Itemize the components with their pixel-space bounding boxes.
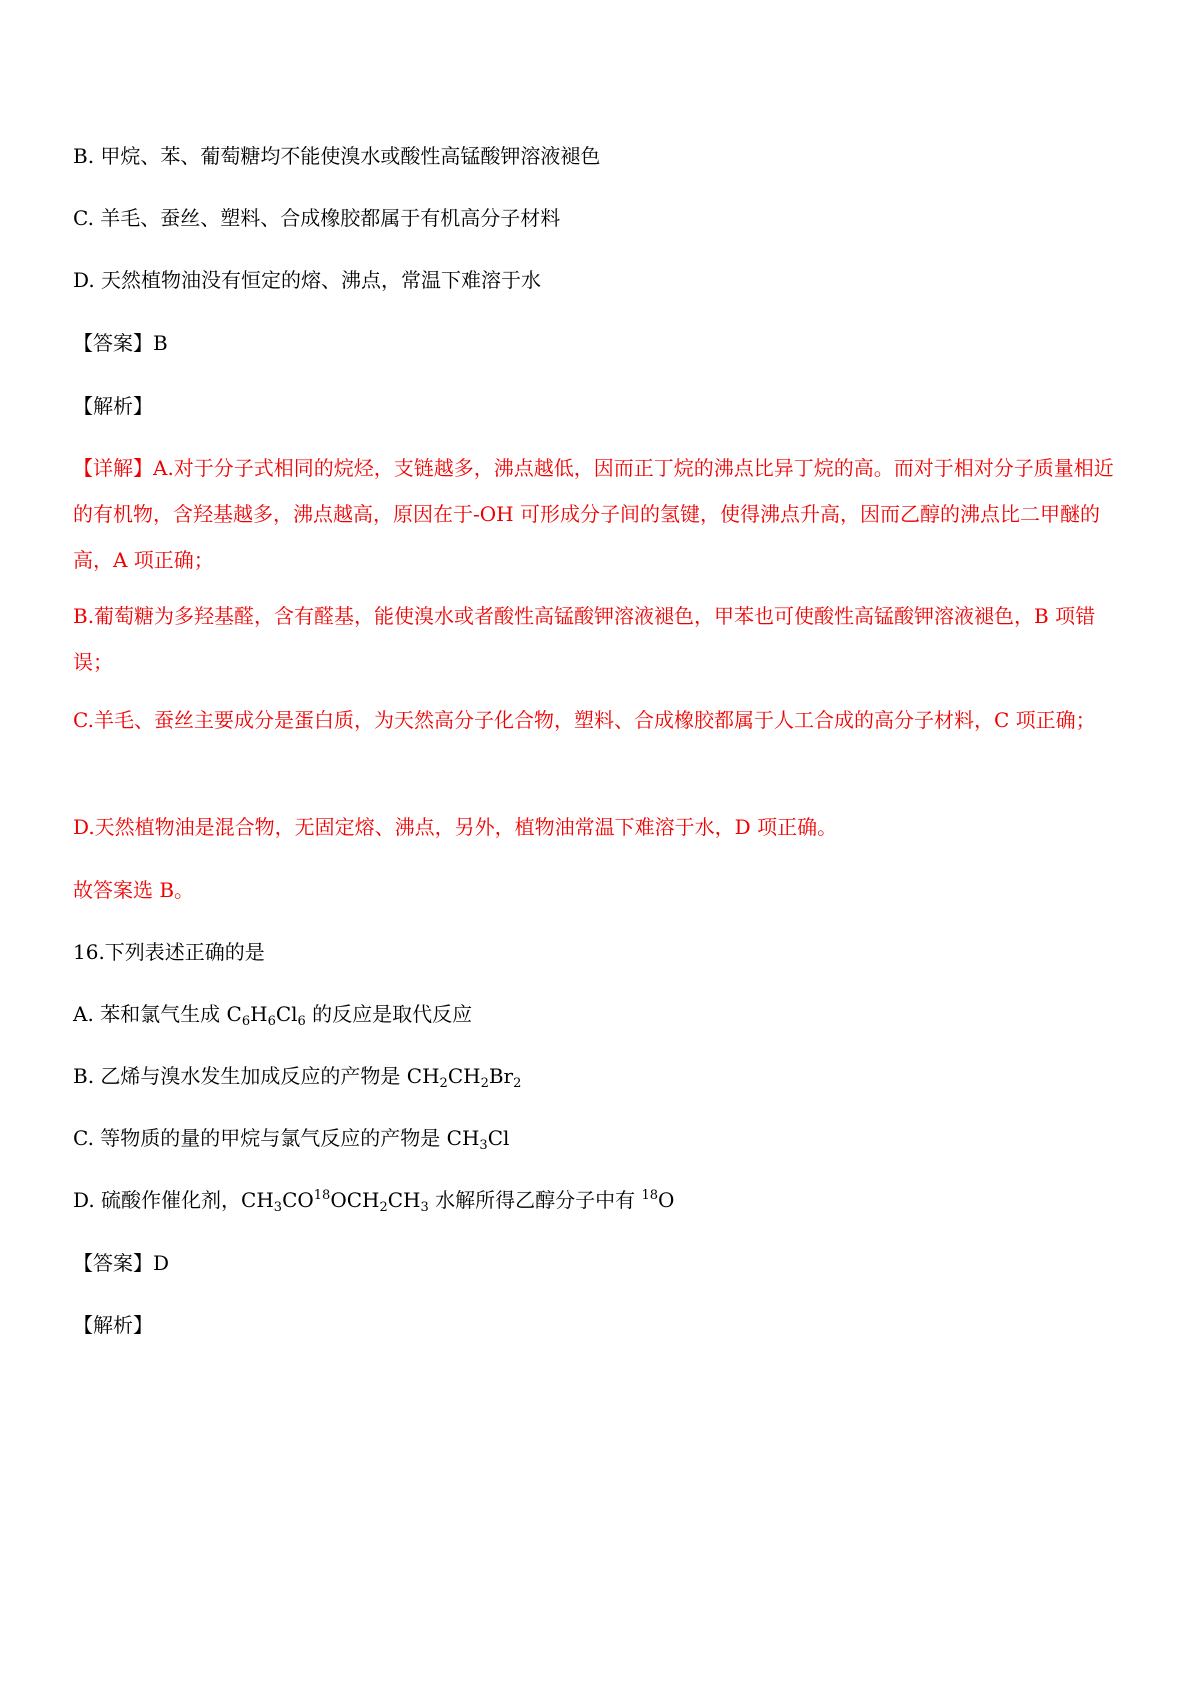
q16-answer: 【答案】D — [73, 1251, 170, 1275]
formula-subscript: 2 — [439, 1076, 448, 1091]
q16-option-d — [73, 1187, 1133, 1213]
formula-part: Cl — [275, 1002, 298, 1026]
formula-subscript: 2 — [513, 1076, 522, 1091]
q15-answer: 【答案】B — [73, 331, 168, 355]
option-d-mid: 水解所得乙醇分子中有 — [428, 1188, 642, 1212]
q15-detail-d: D.天然植物油是混合物，无固定熔、沸点，另外，植物油常温下难溶于水，D 项正确。 — [73, 815, 838, 839]
option-c-prefix: C. 等物质的量的甲烷与氯气反应的产物是 — [73, 1126, 447, 1150]
option-b-prefix: B. 乙烯与溴水发生加成反应的产物是 — [73, 1064, 407, 1088]
isotope-superscript: 18 — [313, 1188, 331, 1203]
q15-detail-c: C.羊毛、蚕丝主要成分是蛋白质，为天然高分子化合物，塑料、合成橡胶都属于人工合成的高分子材料，C 项正确； — [73, 708, 1096, 732]
formula-part: C — [226, 1002, 242, 1026]
q15-analysis-label: 【解析】 — [73, 394, 153, 418]
formula-subscript: 6 — [267, 1014, 276, 1029]
formula-part: CH — [446, 1126, 480, 1150]
formula-part: Br — [488, 1064, 514, 1088]
option-a-prefix: A. 苯和氯气生成 — [73, 1002, 227, 1026]
q15-detail-a: 【详解】A.对于分子式相同的烷烃，支链越多，沸点越低，因而正丁烷的沸点比异丁烷的高。而对于相对分子质量相近的有机物，含羟基越多，沸点越高，原因在于-OH 可形成分子间的氢键，使得沸点升高，因而乙醇的沸点比二甲醚的高，A 项正确； — [73, 456, 1114, 572]
q16-analysis-label: 【解析】 — [73, 1313, 153, 1337]
formula-subscript: 3 — [479, 1138, 488, 1153]
q16-stem: 16.下列表述正确的是 — [73, 940, 265, 964]
formula-subscript: 2 — [379, 1200, 388, 1215]
formula-part: CH — [241, 1188, 274, 1212]
option-a-suffix: 的反应是取代反应 — [305, 1002, 473, 1026]
q15-detail-b: B.葡萄糖为多羟基醛，含有醛基，能使溴水或者酸性高锰酸钾溶液褪色，甲苯也可使酸性高锰酸钾溶液褪色，B 项错误； — [73, 604, 1096, 674]
q16-option-a — [73, 1001, 1133, 1027]
formula-part: OCH — [330, 1188, 380, 1212]
q15-option-c: C. 羊毛、蚕丝、塑料、合成橡胶都属于有机高分子材料 — [73, 206, 561, 230]
formula-part: CH — [447, 1064, 481, 1088]
q15-option-b: B. 甲烷、苯、葡萄糖均不能使溴水或酸性高锰酸钾溶液褪色 — [73, 144, 601, 168]
q15-conclusion: 故答案选 B。 — [73, 878, 195, 902]
formula-subscript: 6 — [241, 1014, 251, 1029]
formula-part: Cl — [487, 1126, 510, 1150]
formula-subscript: 2 — [480, 1076, 489, 1091]
formula-subscript: 6 — [297, 1014, 306, 1029]
formula-part: CH — [387, 1188, 421, 1212]
formula-part: CH — [406, 1064, 440, 1088]
formula-part: H — [250, 1002, 268, 1026]
q15-option-d: D. 天然植物油没有恒定的熔、沸点，常温下难溶于水 — [73, 268, 542, 292]
q16-option-c — [73, 1125, 1133, 1151]
formula-subscript: 3 — [273, 1200, 283, 1215]
formula-part: CO — [282, 1188, 314, 1212]
isotope-superscript: 18 — [641, 1188, 659, 1203]
option-d-prefix: D. 硫酸作催化剂， — [73, 1188, 242, 1212]
formula-part: O — [658, 1188, 675, 1212]
formula-subscript: 3 — [420, 1200, 429, 1215]
q16-option-b — [73, 1063, 1133, 1089]
